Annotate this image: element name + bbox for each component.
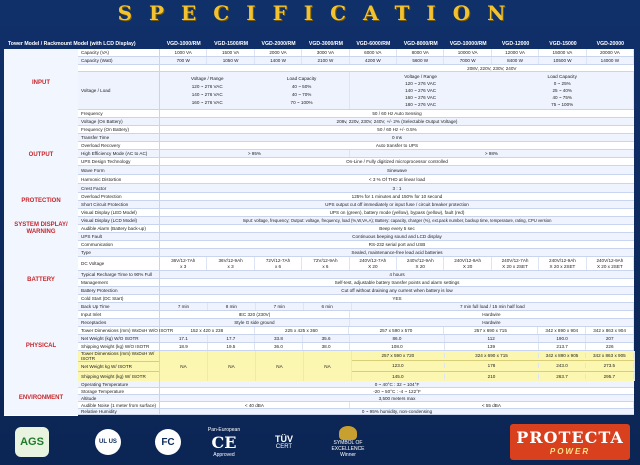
voltage-head: Voltage / Range [190,75,224,81]
fc-logo [150,426,186,458]
spec-row: Wave Form Sinewave [78,166,634,175]
spec-row [78,110,634,118]
spec-row: Visual Display (LCD Model) Input: voltage, frequency; Output: voltage, frequency, load (%,W,VA,A); Battery: capacity, charger (%), ext.pack number, backup time, temperature, rating, CPU version [78,217,634,225]
voltage-head: Voltage / Range [404,74,437,79]
row-label: Capacity (VA) [78,49,160,56]
cell: 1500 VA [207,49,254,56]
cell: 10000 VA [444,49,491,56]
footer-logos [0,418,640,465]
spec-row: Voltage / Load Voltage / Range 120 ~ 276 VAC 140 ~ 276 VAC 160 ~ 276 VAC Load Capacity 40 ~ 50% 40 ~ 70% 70 ~ 100% Voltage / Range 120 ~ 276 VAC 140 ~ 276 VAC 160 ~ 276 VAC 180 ~ 276 VAC Load Capacity 0 ~ 25% 25 ~ 40% 40 ~ 75% 75 ~ 100% [78,72,634,110]
model-name: VGD-1500/RM [214,40,249,47]
cell: 20000 VA [587,49,634,56]
spec-row: Overload Protection 125% for 1 minutes and 150% for 10 second [78,193,634,201]
cell: 4200 W [350,57,397,64]
spec-row: Audible Alarm (Battery back-up) Beep every 5 sec [78,225,634,233]
model-name: VGD-10000/RM [449,40,487,47]
cell: 14000 W [587,57,634,64]
spec-row: Cold Start (DC Start) YES [78,295,634,303]
spec-row: Overload Recovery Auto transfer to UPS [78,142,634,150]
spec-row: DC Voltage 36V/12-7Ah x 3 36V/12-9Ah x 3 72V/12-7Ah x 6 72V/12-9Ah x 6 240V/12-7Ah X 20 240V/12-9Ah X 20 240V/12-9Ah X 20 240V/12-7Ah X 20 x 2SET 240V/12-9Ah X 20 x 2SET 240V/12-9Ah X 20 x 2SET [78,257,634,271]
spec-row: Audible Noise (1 meter from surface) < 40 dBA < 55 dBA [78,402,634,409]
cell: 7000 W [444,57,491,64]
page-title: SPECIFICATION [117,1,523,25]
spec-row: Operating Temperature 0 ~ 40°C : 32 ~ 104°F [78,381,634,388]
model-name: VGD-2000/RM [261,40,296,47]
row-label: Frequency [78,110,160,117]
tuv-icon: TÜV [275,434,293,444]
cell: 1050 W [207,57,254,64]
section-physical: PHYSICAL [4,311,78,382]
cell: 2100 W [302,57,349,64]
section-system: SYSTEM DISPLAY/ WARNING [4,209,78,250]
spec-row: Frequency (On Battery) 50 / 60 Hz +/- 0.5% [78,126,634,134]
ul-logo [88,426,128,458]
cell: 12000 VA [492,49,539,56]
model-name: VGD-3000/RM [308,40,343,47]
model-name: VGD-20000 [596,40,625,47]
cell: 3000 VA [302,49,349,56]
ags-icon: AGS [15,427,49,457]
model-name: VGD-1000/RM [166,40,201,47]
spec-row: Management Self-test, adjustable battery transfer points and alarm settings [78,279,634,287]
spec-row: UPS Fault Continuous beeping sound and LCD display [78,233,634,241]
spec-row: Relative Humidity 0 ~ 95% humidity, non-condensing [78,409,634,415]
model-header-row [4,39,634,48]
cell: 8400 W [492,57,539,64]
spec-row [78,57,634,65]
spec-row [78,65,634,72]
spec-row: Short Circuit Protection UPS output cut off immediately or input fuse / circuit breaker protection [78,201,634,209]
spec-row: Altitude 3,500 meters max [78,395,634,402]
isotr-block: Tower Dimensions (mm) WxDxH W/ ISOTR Net Weight kg W/ ISOTR Shipping Weight (kg) W/ ISOTR NA NA NA NA 257 x 590 x 720 324 x 690 x 715 342 x 890 x 905 342 x 863 x 905 123.0 178 243.0 273.5 145.0 210 263.7 295.7 [78,351,634,381]
spec-row: Battery Protection Cut off without draining any current when battery is low [78,287,634,295]
voltage-note: 208V, 220V, 230V, 240V [467,65,517,71]
load-head: Load Capacity [286,75,317,81]
cell: 6000 VA [350,49,397,56]
spec-row: Storage Temperature -20 ~ 50°C : -4 ~ 122°F [78,388,634,395]
spec-row: Communication RS-232 serial port and USB [78,241,634,249]
spec-row: Crest Factor 3 : 1 [78,184,634,193]
section-output: OUTPUT [4,118,78,194]
row-label: Capacity (Watt) [78,57,160,64]
model-name: VGD-12000 [501,40,530,47]
excellence-icon [339,426,357,440]
model-name: VGD-8000/RM [403,40,438,47]
spec-row: Visual Display (LED Model) UPS on (green), battery mode (yellow), bypass (yellow), fault (red) [78,209,634,217]
model-label: Tower Model / Rackmount Model (with LCD Display) [8,40,136,47]
cell: 1000 VA [160,49,207,56]
cell: 2000 VA [255,49,302,56]
excellence-logo: SYMBOL OF EXCELLENCE Winner [320,424,376,460]
cell: 10500 W [539,57,586,64]
spec-table [4,49,634,415]
ags-logo [14,426,50,458]
model-name: VGD-6000/RM [356,40,391,47]
fc-icon: FC [155,429,181,455]
spec-row: Typical Recharge Time to 90% Full 4 hours [78,271,634,279]
ce-logo: Pan-European CE Approved [207,426,241,458]
ul-icon: UL US [95,429,121,455]
row-label: Voltage / Load [78,72,160,109]
spec-row: Receptacles Style G side ground Hardwire [78,319,634,327]
cell: 8000 VA [397,49,444,56]
spec-row [78,49,634,57]
tuv-logo: TÜV CERT [275,434,293,450]
ce-icon: CE [211,432,237,452]
load-head: Load Capacity [547,74,577,79]
spec-row: Transfer Time 0 ms [78,134,634,142]
section-protection: PROTECTION [4,193,78,210]
spec-row: UPS Design Technology On-Line / Fully digitized microprocessor controlled [78,158,634,166]
spec-row: Back Up Time 7 min 8 min 7 min 6 min 7 min full load / 15 min half load [78,303,634,311]
cell: 1400 W [255,57,302,64]
section-battery: BATTERY [4,249,78,312]
spec-row: Net Weight (kg) W/O ISOTR 17.1 17.7 33.8 35.6 86.0 112 190.0 207 [78,335,634,343]
spec-row: Voltage (On Battery) 208v, 220v, 230V, 240V, +/- 2% (Selectable Output Voltage) [78,118,634,126]
spec-row: Type Sealed, maintenance-free lead acid batteries [78,249,634,257]
section-environment: ENVIRONMENT [4,381,78,416]
cell: 5600 W [397,57,444,64]
section-input: INPUT [4,49,78,119]
protecta-logo: PROTECTA POWER [510,424,630,460]
cell: 700 W [160,57,207,64]
spec-row: Tower Dimensions (mm) WxDxH W/O ISOTR 152 x 420 x 238 225 x 425 x 360 257 x 590 x 570 257 x 690 x 715 342 x 890 x 904 342 x 863 x 904 [78,327,634,335]
model-name: VGD-15000 [549,40,577,47]
spec-row: Harmonic Distortion < 3 % Of THD at linear load [78,175,634,184]
row-value: 50 / 60 Hz Auto Sensing [372,111,422,116]
spec-row: High Efficiency Mode (AC to AC) > 95% > 98% [78,150,634,158]
spec-row: Shipping Weight (kg) W/O ISOTR 18.9 19.5 36.0 38.0 108.0 139 213.7 226 [78,343,634,351]
cell: 15000 VA [539,49,586,56]
spec-row: Input Inlet IEC 320 (230V) Hardwire [78,311,634,319]
